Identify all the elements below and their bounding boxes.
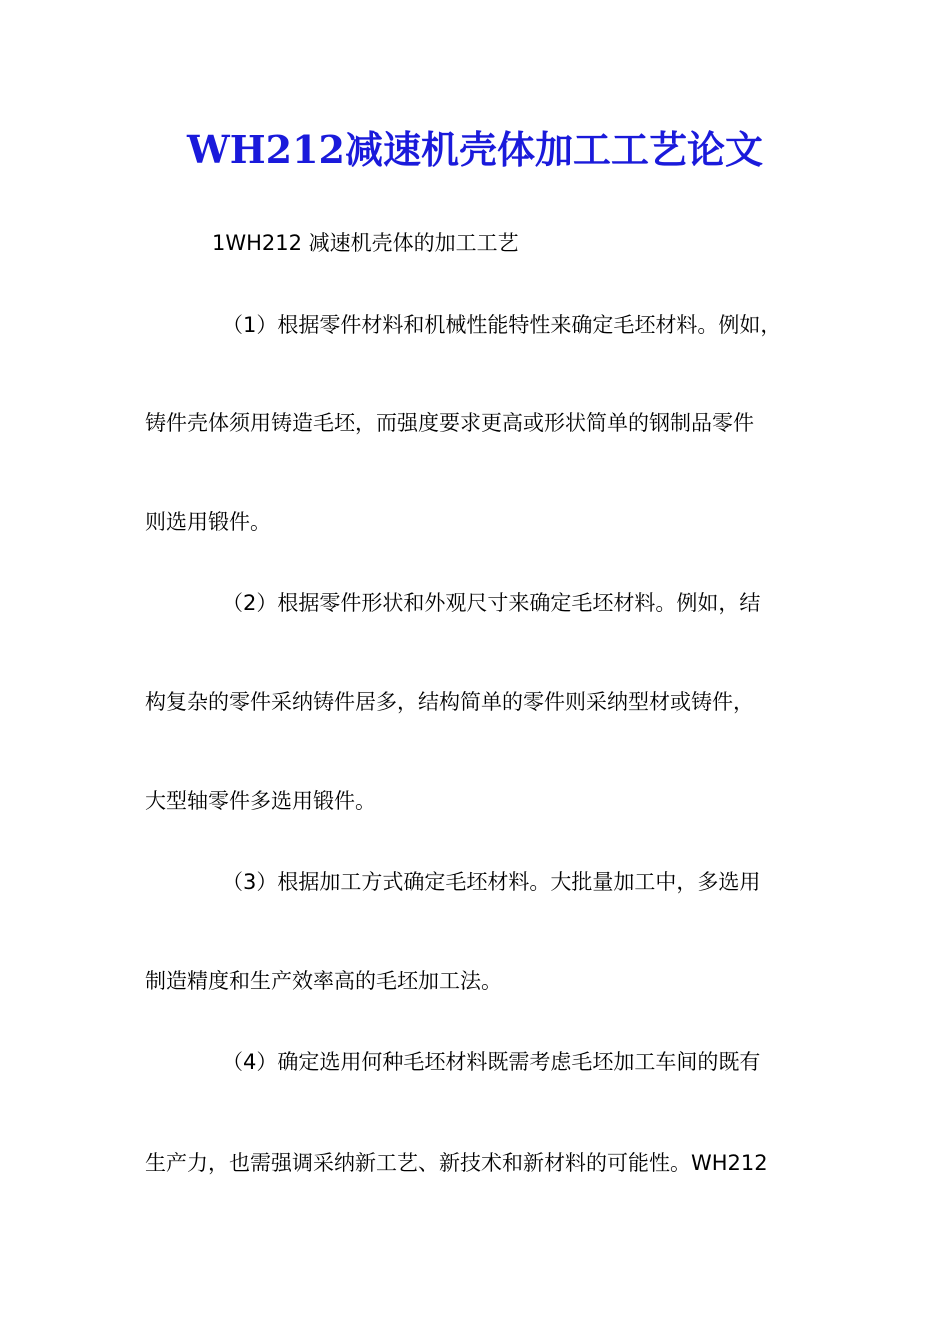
paragraph-line: 生产力，也需强调采纳新工艺、新技术和新材料的可能性。WH212 — [145, 1151, 768, 1175]
paragraph-line: 构复杂的零件采纳铸件居多，结构简单的零件则采纳型材或铸件， — [145, 690, 754, 714]
paragraph-line: （3）根据加工方式确定毛坯材料。大批量加工中，多选用 — [222, 870, 761, 894]
paragraph-line: （1）根据零件材料和机械性能特性来确定毛坯材料。例如， — [222, 313, 782, 337]
paragraph-line: （2）根据零件形状和外观尺寸来确定毛坯材料。例如，结 — [222, 591, 761, 615]
paragraph-line: 制造精度和生产效率高的毛坯加工法。 — [145, 969, 502, 993]
paragraph-line: 大型轴零件多选用锻件。 — [145, 789, 376, 813]
paragraph-line: 铸件壳体须用铸造毛坯，而强度要求更高或形状简单的钢制品零件 — [145, 411, 754, 435]
paragraph-line: （4）确定选用何种毛坯材料既需考虑毛坯加工车间的既有 — [222, 1050, 761, 1074]
document-title: WH212减速机壳体加工工艺论文 — [187, 127, 763, 172]
paragraph-line: 则选用锻件。 — [145, 510, 271, 534]
section-heading: 1WH212 减速机壳体的加工工艺 — [212, 231, 519, 255]
